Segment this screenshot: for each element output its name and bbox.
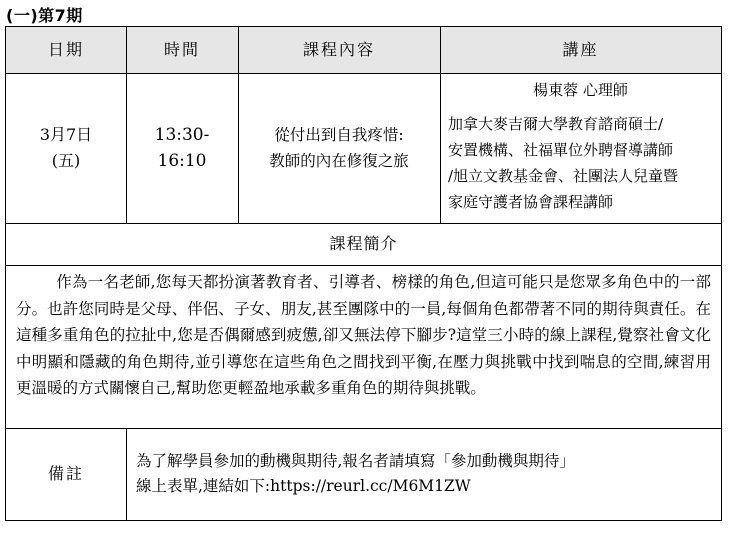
divider (6, 428, 721, 429)
content-line1: 從付出到自我疼惜: (274, 126, 404, 144)
header-time: 時間 (126, 27, 238, 73)
date-line2: (五) (51, 151, 81, 170)
header-lecturer: 講座 (440, 27, 721, 73)
divider (126, 428, 127, 520)
session-title: (一)第7期 (6, 6, 83, 25)
content-line2: 教師的內在修復之旅 (269, 152, 409, 170)
content-cell (238, 73, 440, 223)
divider (126, 27, 127, 223)
date-line1: 3月7日 (39, 125, 93, 144)
lecturer-line: 安置機構、社福單位外聘督導講師 (448, 141, 674, 159)
lecturer-line: /旭立文教基金會、社團法人兒童暨 (448, 167, 679, 185)
header-date: 日期 (6, 27, 126, 73)
note-line1: 為了解學員參加的動機與期待,報名者請填寫「參加動機與期待」 (136, 452, 575, 470)
divider (6, 223, 721, 224)
divider (6, 265, 721, 266)
lecturer-line: 加拿大麥吉爾大學教育諮商碩士/ (448, 115, 664, 133)
intro-header: 課程簡介 (329, 234, 398, 253)
lecturer-line: 家庭守護者協會課程講師 (448, 193, 614, 211)
course-table (5, 26, 722, 521)
lecturer-cell (440, 73, 721, 223)
intro-text: 作為一名老師,您每天都扮演著教育者、引導者、榜樣的角色,但這可能只是您眾多角色中的一部分。也許您同時是父母、伴侶、子女、朋友,甚至團隊中的一員,每個角色都帶著不同的期待與責任。在這種多重角色的拉扯中,您是否偶爾感到疲憊,卻又無法停下腳步?這堂三小時的線上課程,覺察社會文化中明顯和隱藏的角色期待,並引導您在這些角色之間找到平衡,在壓力與挑戰中找到喘息的空間,練習用更溫暖的方式關懷自己,幫助您更輕盈地承載多重角色的期待與挑戰。 (16, 273, 711, 397)
time-line1: 13:30- (154, 125, 210, 145)
lecturer-name: 楊東蓉 心理師 (533, 81, 628, 99)
note-label: 備註 (47, 464, 84, 483)
note-line2: 線上表單,連結如下:https://reurl.cc/M6M1ZW (136, 477, 471, 495)
note-cell (126, 428, 721, 520)
divider (440, 27, 441, 223)
intro-text-cell (6, 265, 721, 428)
time-line2: 16:10 (157, 151, 207, 171)
divider (6, 73, 721, 74)
date-cell (6, 73, 126, 223)
header-content: 課程內容 (238, 27, 440, 73)
time-cell (126, 73, 238, 223)
divider (238, 27, 239, 223)
